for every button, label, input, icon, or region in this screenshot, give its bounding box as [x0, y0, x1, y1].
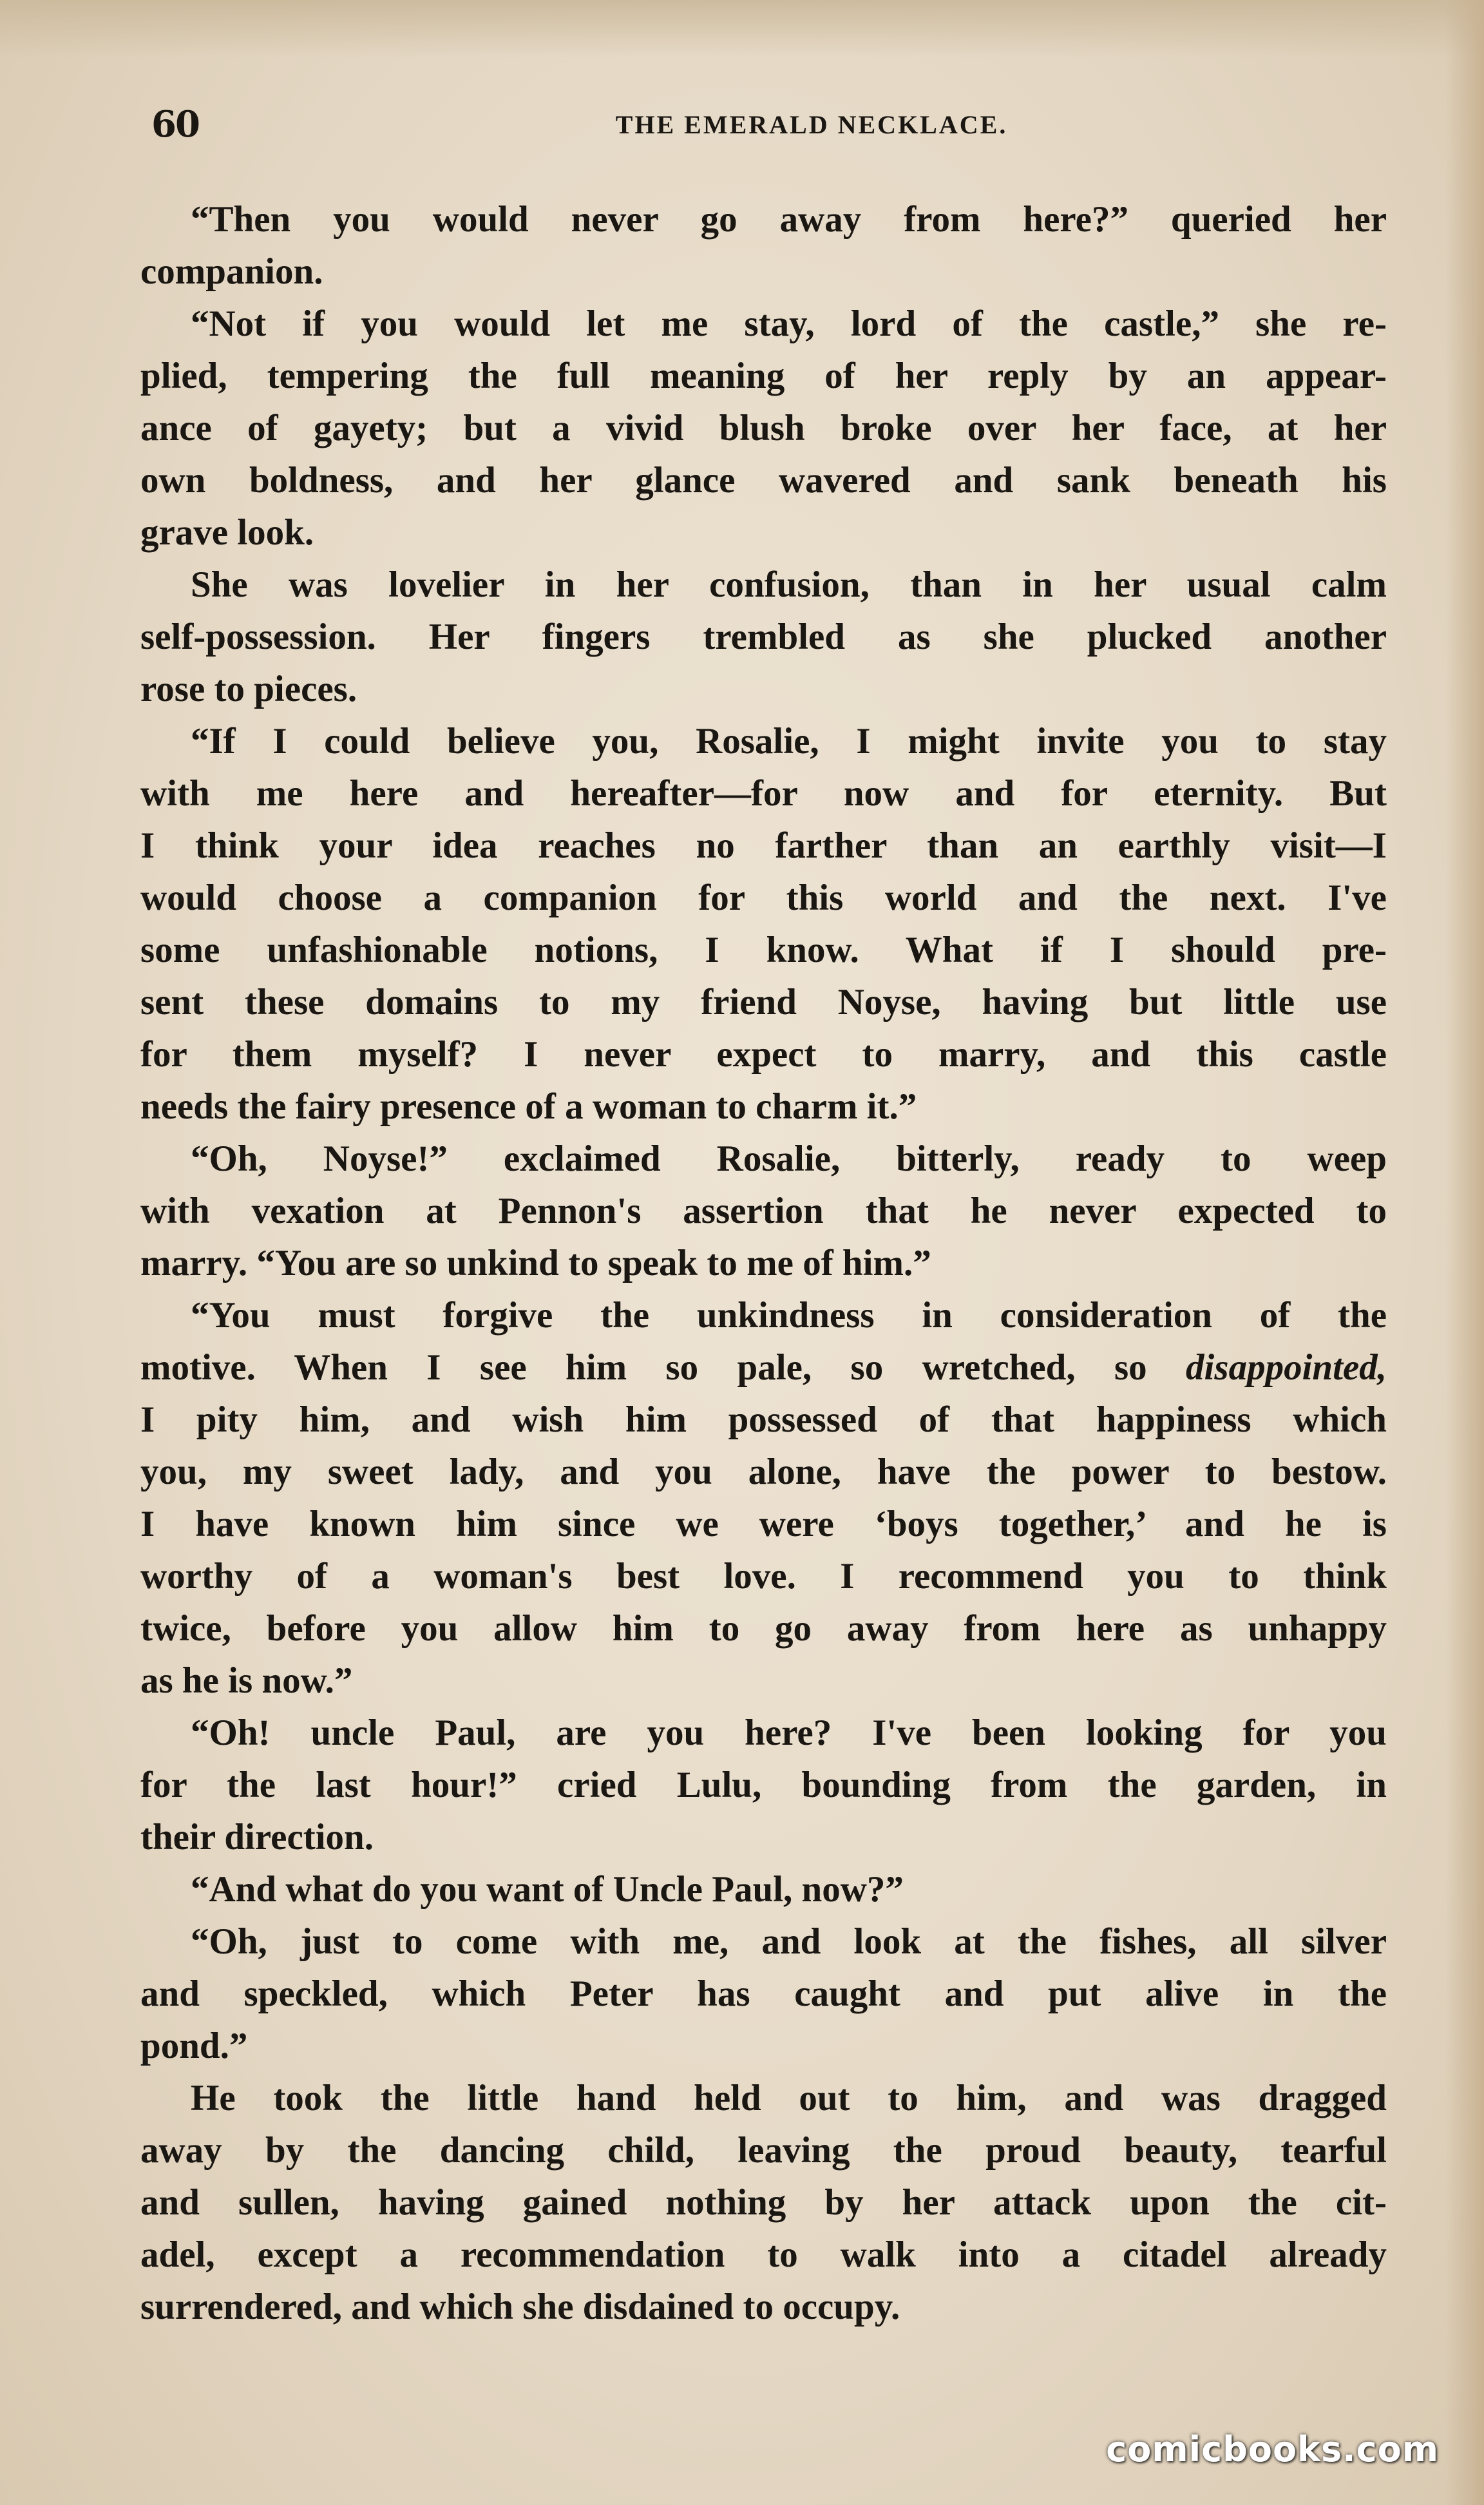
text-line: marry. “You are so unkind to speak to me of him.”: [140, 1243, 931, 1283]
text-line: as he is now.”: [140, 1660, 353, 1701]
text-line: grave look.: [140, 512, 314, 553]
body-text: [140, 193, 1387, 2333]
text-line: I think your idea reaches no farther than an earthly visit—I: [140, 825, 1387, 866]
text-line: “Not if you would let me stay, lord of the castle,” she re-: [191, 303, 1387, 344]
text-line: “You must forgive the unkindness in consideration of the: [191, 1295, 1387, 1336]
text-line: needs the fairy presence of a woman to charm it.”: [140, 1086, 917, 1127]
text-line: “Oh! uncle Paul, are you here? I've been looking for you: [191, 1713, 1387, 1753]
text-line: rose to pieces.: [140, 669, 357, 709]
text-line: I have known him since we were ‘boys together,’ and he is: [140, 1504, 1387, 1544]
text-line: twice, before you allow him to go away from here as unhappy: [140, 1608, 1387, 1649]
text-line: plied, tempering the full meaning of her reply by an appear-: [140, 356, 1387, 396]
text-line: with me here and hereafter—for now and for eternity. But: [140, 773, 1387, 814]
text-line: and speckled, which Peter has caught and put alive in the: [140, 1973, 1387, 2014]
text-line: He took the little hand held out to him, and was dragged: [191, 2078, 1387, 2118]
text-line: companion.: [140, 251, 323, 292]
text-line: “Oh, Noyse!” exclaimed Rosalie, bitterly, ready to weep: [191, 1138, 1387, 1179]
text-line: own boldness, and her glance wavered and sank beneath his: [140, 460, 1387, 501]
text-line: for the last hour!” cried Lulu, bounding from the garden, in: [140, 1765, 1387, 1805]
text-line: and sullen, having gained nothing by her attack upon the cit-: [140, 2182, 1387, 2223]
text-line: their direction.: [140, 1817, 374, 1857]
text-line-italic: [140, 1341, 1387, 1394]
text-line: self-possession. Her fingers trembled as she plucked another: [140, 617, 1387, 657]
page-number: 60: [151, 103, 199, 146]
text-line: for them myself? I never expect to marry, and this castle: [140, 1034, 1387, 1075]
text-line: with vexation at Pennon's assertion that he never expected to: [140, 1191, 1387, 1231]
text-line: you, my sweet lady, and you alone, have the power to bestow.: [140, 1452, 1387, 1492]
watermark: comicbooks.com: [1106, 2429, 1439, 2470]
text-line: “Oh, just to come with me, and look at the fishes, all silver: [191, 1921, 1387, 1962]
text-segment: motive. When I see him so pale, so wretched, so: [140, 1347, 1186, 1388]
text-line: “And what do you want of Uncle Paul, now?”: [191, 1869, 904, 1910]
text-line: adel, except a recommendation to walk into a citadel already: [140, 2234, 1387, 2275]
text-line: sent these domains to my friend Noyse, having but little use: [140, 982, 1387, 1022]
page-shadow-right: [1445, 0, 1484, 2505]
text-line: pond.”: [140, 2026, 248, 2066]
text-line: surrendered, and which she disdained to occupy.: [140, 2287, 900, 2327]
running-head: [151, 95, 1394, 153]
text-line: She was lovelier in her confusion, than in her usual calm: [191, 564, 1387, 605]
text-line: some unfashionable notions, I know. What if I should pre-: [140, 930, 1387, 970]
running-title: THE EMERALD NECKLACE.: [615, 110, 1008, 139]
text-line: ance of gayety; but a vivid blush broke over her face, at her: [140, 408, 1387, 448]
text-line: “If I could believe you, Rosalie, I might invite you to stay: [191, 721, 1387, 762]
text-line: “Then you would never go away from here?” queried her: [191, 199, 1387, 240]
page-shadow-top: [0, 0, 1484, 58]
text-line: worthy of a woman's best love. I recommend you to think: [140, 1556, 1387, 1597]
text-line: away by the dancing child, leaving the proud beauty, tearful: [140, 2130, 1387, 2171]
italic-word: disappointed,: [1186, 1347, 1387, 1388]
text-line: I pity him, and wish him possessed of that happiness which: [140, 1399, 1387, 1440]
text-line: would choose a companion for this world and the next. I've: [140, 878, 1387, 918]
